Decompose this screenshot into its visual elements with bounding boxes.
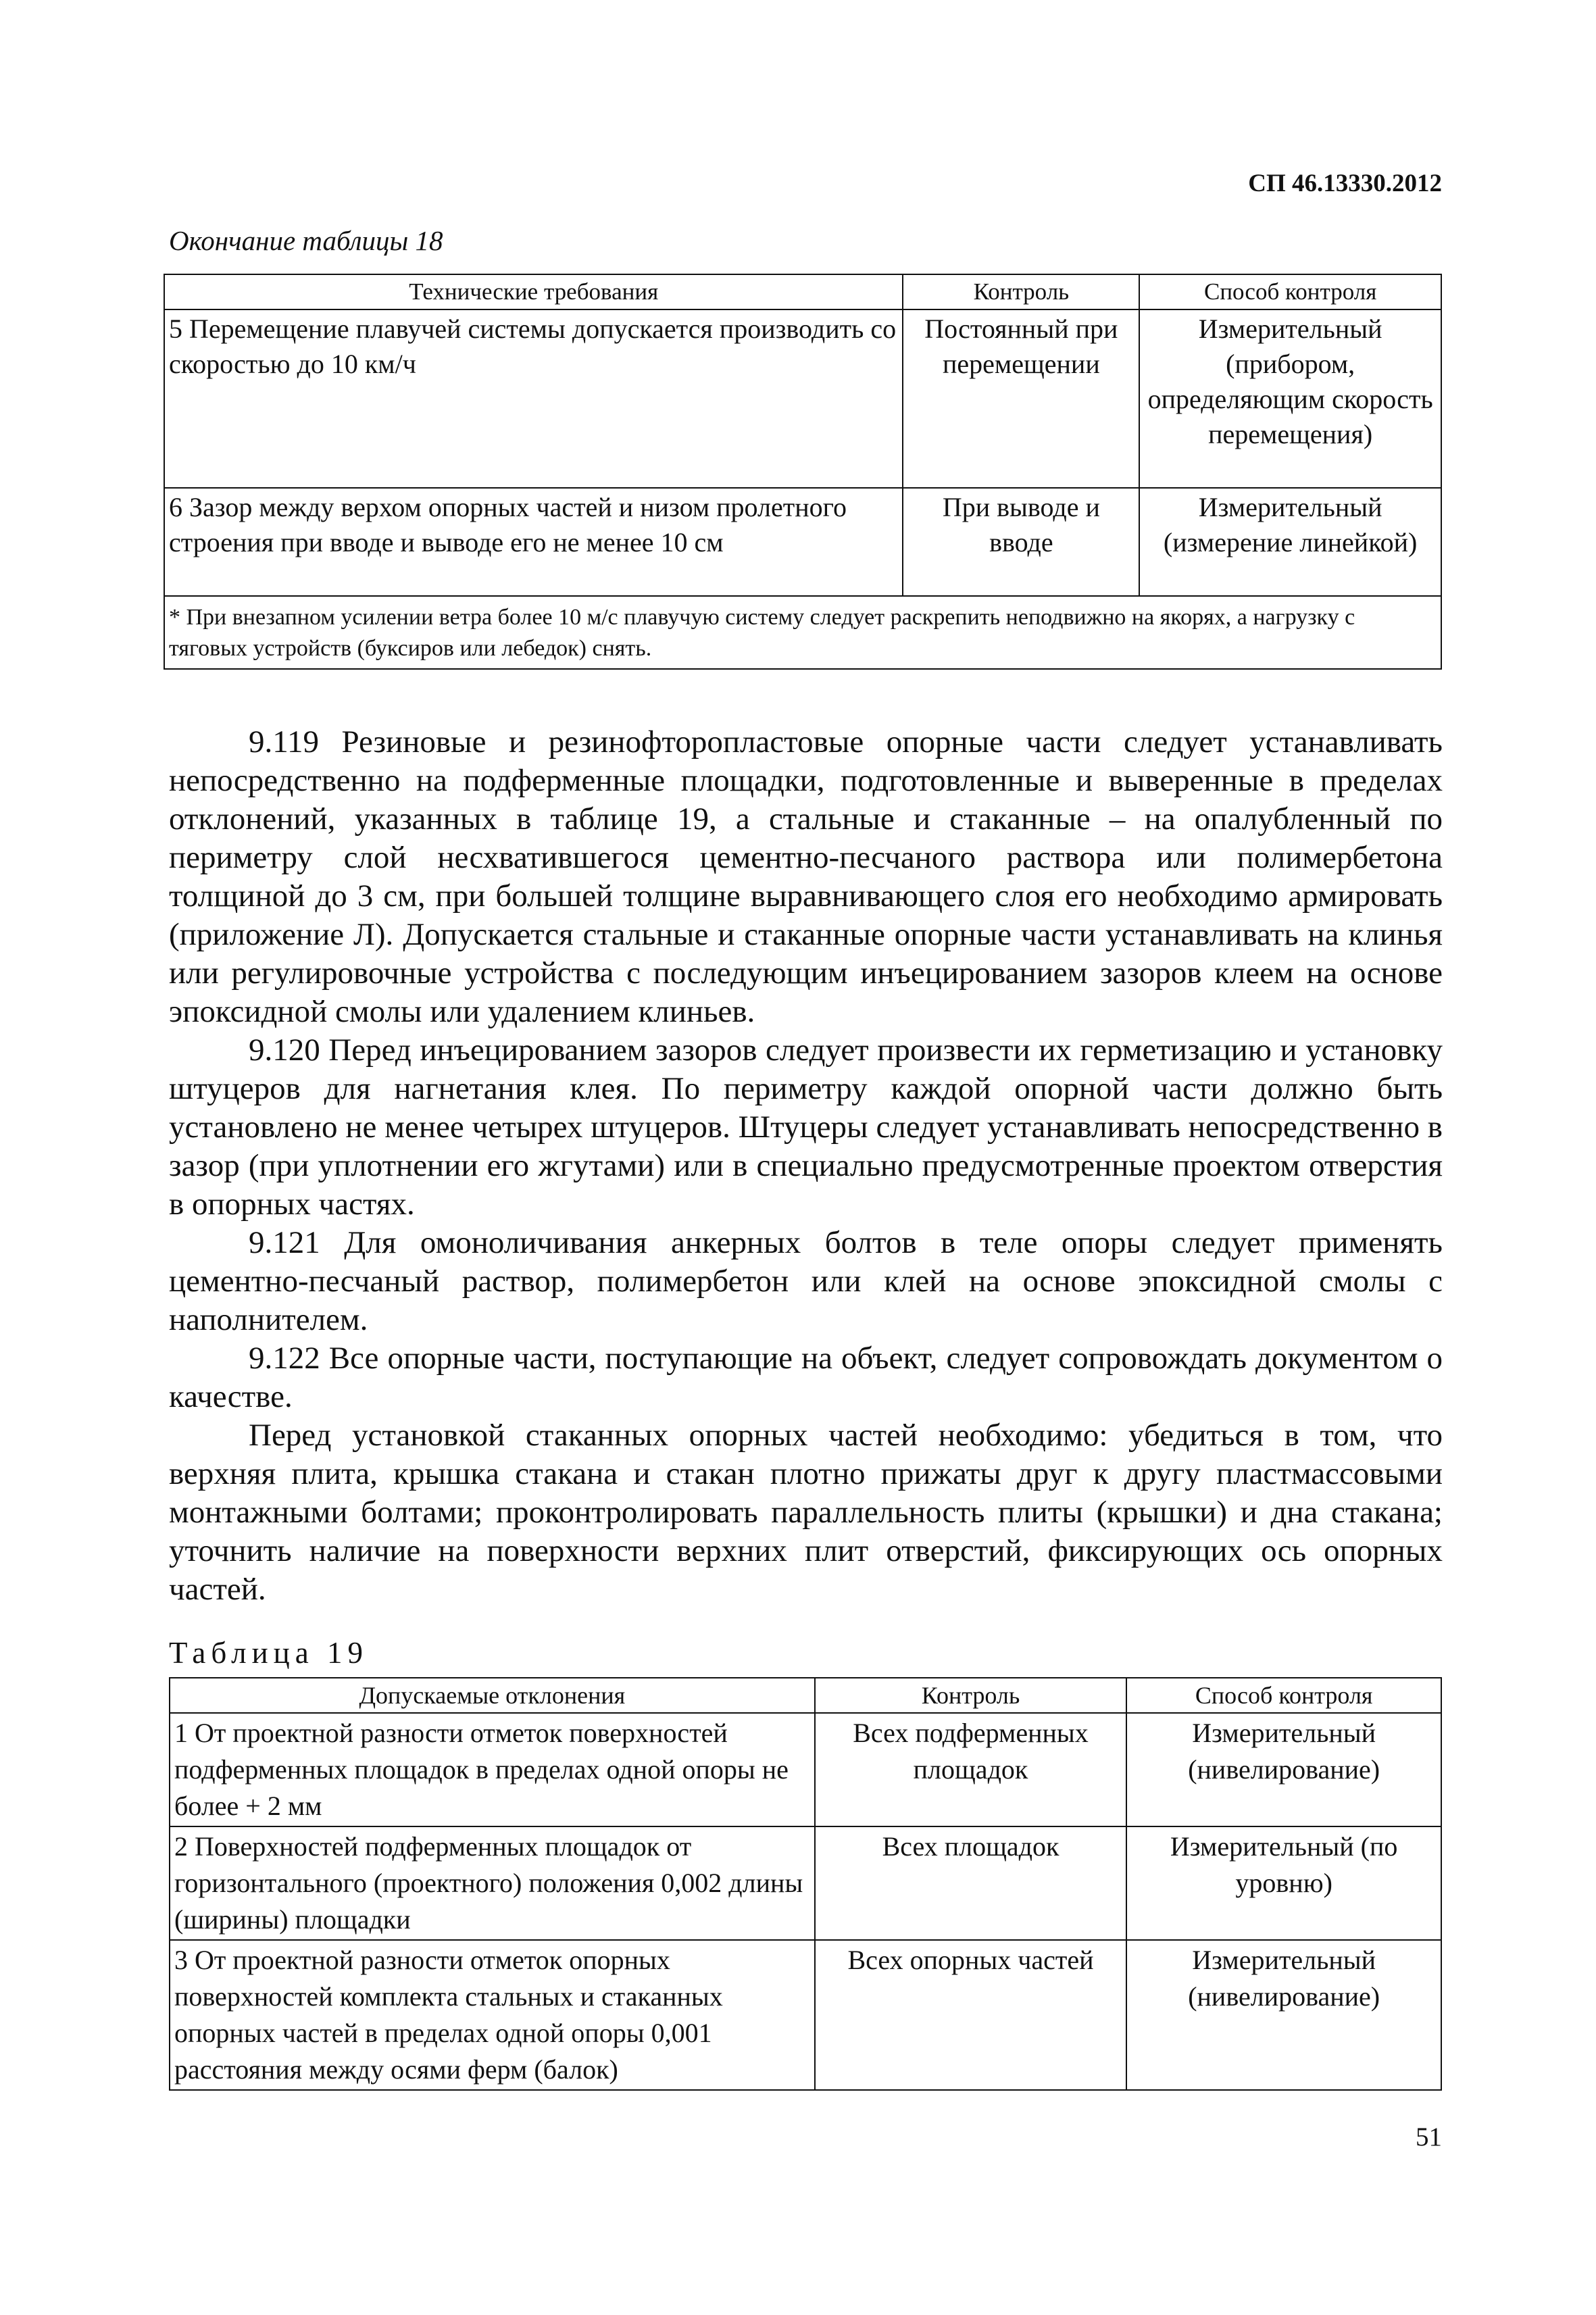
cell-method: Измерительный (нивелирование)	[1126, 1713, 1441, 1826]
paragraph-9-120: 9.120 Перед инъецированием зазоров следует произвести их герметизацию и установку штуцеров для нагнетания клея. По периметру каждой опорной части должно быть установлено не менее четырех штуцеров. Штуцеры следует устанавливать непосредственно в зазор (при уплотнении его жгутами) или в специально предусмотренные проектом отверстия в опорных частях.	[169, 1032, 1443, 1222]
cell-method: Измерительный (прибором, определяющим скорость перемещения)	[1139, 309, 1441, 488]
cell-deviation: 2 Поверхностей подферменных площадок от горизонтального (проектного) положения 0,002 длины (ширины) площадки	[170, 1826, 815, 1940]
table-18	[164, 274, 1442, 670]
cell-control: Всех площадок	[815, 1826, 1127, 1940]
paragraph-9-122: 9.122 Все опорные части, поступающие на объект, следует сопровождать документом о качестве.	[169, 1341, 1443, 1414]
cell-control: Всех подферменных площадок	[815, 1713, 1127, 1826]
column-header-control: Контроль	[815, 1678, 1127, 1713]
table-row	[170, 1826, 1441, 1940]
cell-requirement: 5 Перемещение плавучей системы допускается производить со скоростью до 10 км/ч	[164, 309, 903, 488]
table-row	[170, 1940, 1441, 2090]
table-row	[164, 488, 1441, 596]
cell-deviation: 3 От проектной разности отметок опорных поверхностей комплекта стальных и стаканных опорных частей в пределах одной опоры 0,001 расстояния между осями ферм (балок)	[170, 1940, 815, 2090]
paragraph-9-119: 9.119 Резиновые и резинофторопластовые опорные части следует устанавливать непосредственно на подферменные площадки, подготовленные и выверенные в пределах отклонений, указанных в таблице 19, а стальные и стаканные – на опалубленный по периметру слой несхватившегося цементно-песчаного раствора или полимербетона толщиной до 3 см, при большей толщине выравнивающего слоя его необходимо армировать (приложение Л). Допускается стальные и стаканные опорные части устанавливать на клинья или регулировочные устройства с последующим инъецированием зазоров клеем на основе эпоксидной смолы или удалением клиньев.	[169, 724, 1443, 1029]
column-header-deviations: Допускаемые отклонения	[170, 1678, 815, 1713]
document-code: СП 46.13330.2012	[1248, 170, 1442, 197]
cell-control: При выводе и вводе	[903, 488, 1139, 596]
body-text	[169, 723, 1443, 1609]
paragraph-installation: Перед установкой стаканных опорных частей необходимо: убедиться в том, что верхняя плита, крышка стакана и стакан плотно прижаты друг к другу пластмассовыми монтажными болтами; проконтролировать параллельность плиты (крышки) и дна стакана; уточнить наличие на поверхности верхних плит отверстий, фиксирующих ось опорных частей.	[169, 1418, 1443, 1607]
cell-method: Измерительный (нивелирование)	[1126, 1940, 1441, 2090]
page-number: 51	[1416, 2122, 1442, 2151]
cell-method: Измерительный (измерение линейкой)	[1139, 488, 1441, 596]
table19-label: Таблица 19	[169, 1636, 368, 1670]
table-19	[169, 1677, 1442, 2091]
table18-caption: Окончание таблицы 18	[169, 225, 443, 256]
column-header-method: Способ контроля	[1126, 1678, 1441, 1713]
cell-control: Постоянный при перемещении	[903, 309, 1139, 488]
column-header-control: Контроль	[903, 274, 1139, 309]
table-note-row	[164, 596, 1441, 669]
table-header-row	[164, 274, 1441, 309]
table-header-row	[170, 1678, 1441, 1713]
cell-control: Всех опорных частей	[815, 1940, 1127, 2090]
cell-deviation: 1 От проектной разности отметок поверхностей подферменных площадок в пределах одной опоры не более + 2 мм	[170, 1713, 815, 1826]
paragraph-9-121: 9.121 Для омоноличивания анкерных болтов в теле опоры следует применять цементно-песчаный раствор, полимербетон или клей на основе эпоксидной смолы с наполнителем.	[169, 1225, 1443, 1337]
table-row	[170, 1713, 1441, 1826]
table-footnote: * При внезапном усилении ветра более 10 м/с плавучую систему следует раскрепить неподвижно на якорях, а нагрузку с тяговых устройств (буксиров или лебедок) снять.	[164, 596, 1441, 669]
cell-method: Измерительный (по уровню)	[1126, 1826, 1441, 1940]
column-header-requirements: Технические требования	[164, 274, 903, 309]
column-header-method: Способ контроля	[1139, 274, 1441, 309]
cell-requirement: 6 Зазор между верхом опорных частей и низом пролетного строения при вводе и выводе его не менее 10 см	[164, 488, 903, 596]
table-row	[164, 309, 1441, 488]
